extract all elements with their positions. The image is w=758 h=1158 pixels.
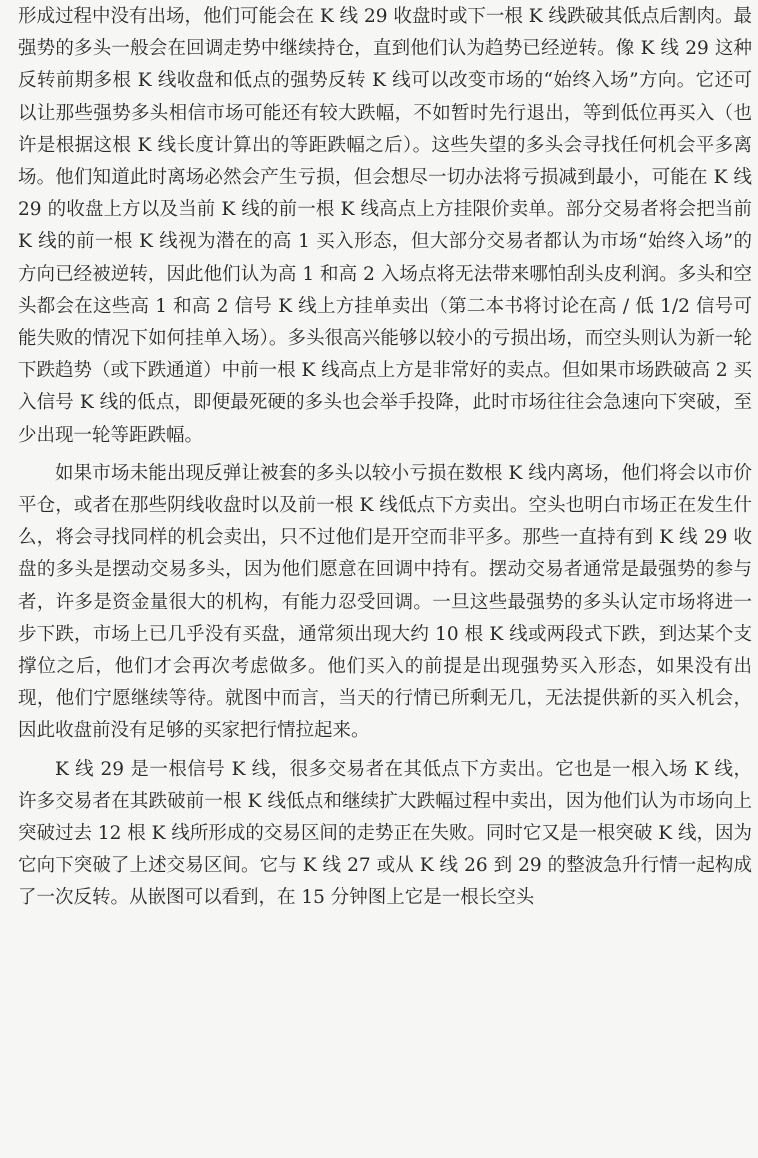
paragraph-3: K 线 29 是一根信号 K 线，很多交易者在其低点下方卖出。它也是一根入场 K 线，许多交易者在其跌破前一根 K 线低点和继续扩大跌幅过程中卖出，因为他们认为市场向上突破过去 12 根 K 线所形成的交易区间的走势正在失败。同时它又是一根突破 K 线，因为它向下突破了上述交易区间。它与 K 线 27 或从 K 线 26 到 29 的整波急升行情一起构成了一次反转。从嵌图可以看到，在 15 分钟图上它是一根长空头 <box>18 758 752 909</box>
paragraph-1: 形成过程中没有出场，他们可能会在 K 线 29 收盘时或下一根 K 线跌破其低点后割肉。最强势的多头一般会在回调走势中继续持仓，直到他们认为趋势已经逆转。像 K 线 29 这种反转前期多根 K 线收盘和低点的强势反转 K 线可以改变市场的“始终入场”方向。它还可以让那些强势多头相信市场可能还有较大跌幅，不如暂时先行退出，等到低位再买入（也许是根据这根 K 线长度计算出的等距跌幅之后）。这些失望的多头会寻找任何机会平多离场。他们知道此时离场必然会产生亏损，但会想尽一切办法将亏损减到最小，可能在 K 线 29 的收盘上方以及当前 K 线的前一根 K 线高点上方挂限价卖单。部分交易者将会把当前 K 线的前一根 K 线视为潜在的高 1 买入形态，但大部分交易者都认为市场“始终入场”的方向已经被逆转，因此他们认为高 1 和高 2 入场点将无法带来哪怕刮头皮利润。多头和空头都会在这些高 1 和高 2 信号 K 线上方挂单卖出（第二本书将讨论在高 / 低 1/2 信号可能失败的情况下如何挂单入场）。多头很高兴能够以较小的亏损出场，而空头则认为新一轮下跌趋势（或下跌通道）中前一根 K 线高点上方是非常好的卖点。但如果市场跌破高 2 买入信号 K 线的低点，即便最死硬的多头也会举手投降，此时市场往往会急速向下突破，至少出现一轮等距跌幅。 <box>18 6 752 446</box>
paragraph-2: 如果市场未能出现反弹让被套的多头以较小亏损在数根 K 线内离场，他们将会以市价平仓，或者在那些阴线收盘时以及前一根 K 线低点下方卖出。空头也明白市场正在发生什么，将会寻找同样的机会卖出，只不过他们是开空而非平多。那些一直持有到 K 线 29 收盘的多头是摆动交易多头，因为他们愿意在回调中持有。摆动交易者通常是最强势的参与者，许多是资金量很大的机构，有能力忍受回调。一旦这些最强势的多头认定市场将进一步下跌，市场上已几乎没有买盘，通常须出现大约 10 根 K 线或两段式下跌，到达某个支撑位之后，他们才会再次考虑做多。他们买入的前提是出现强势买入形态，如果没有出现，他们宁愿继续等待。就图中而言，当天的行情已所剩无几，无法提供新的买入机会，因此收盘前没有足够的买家把行情拉起来。 <box>18 462 752 742</box>
